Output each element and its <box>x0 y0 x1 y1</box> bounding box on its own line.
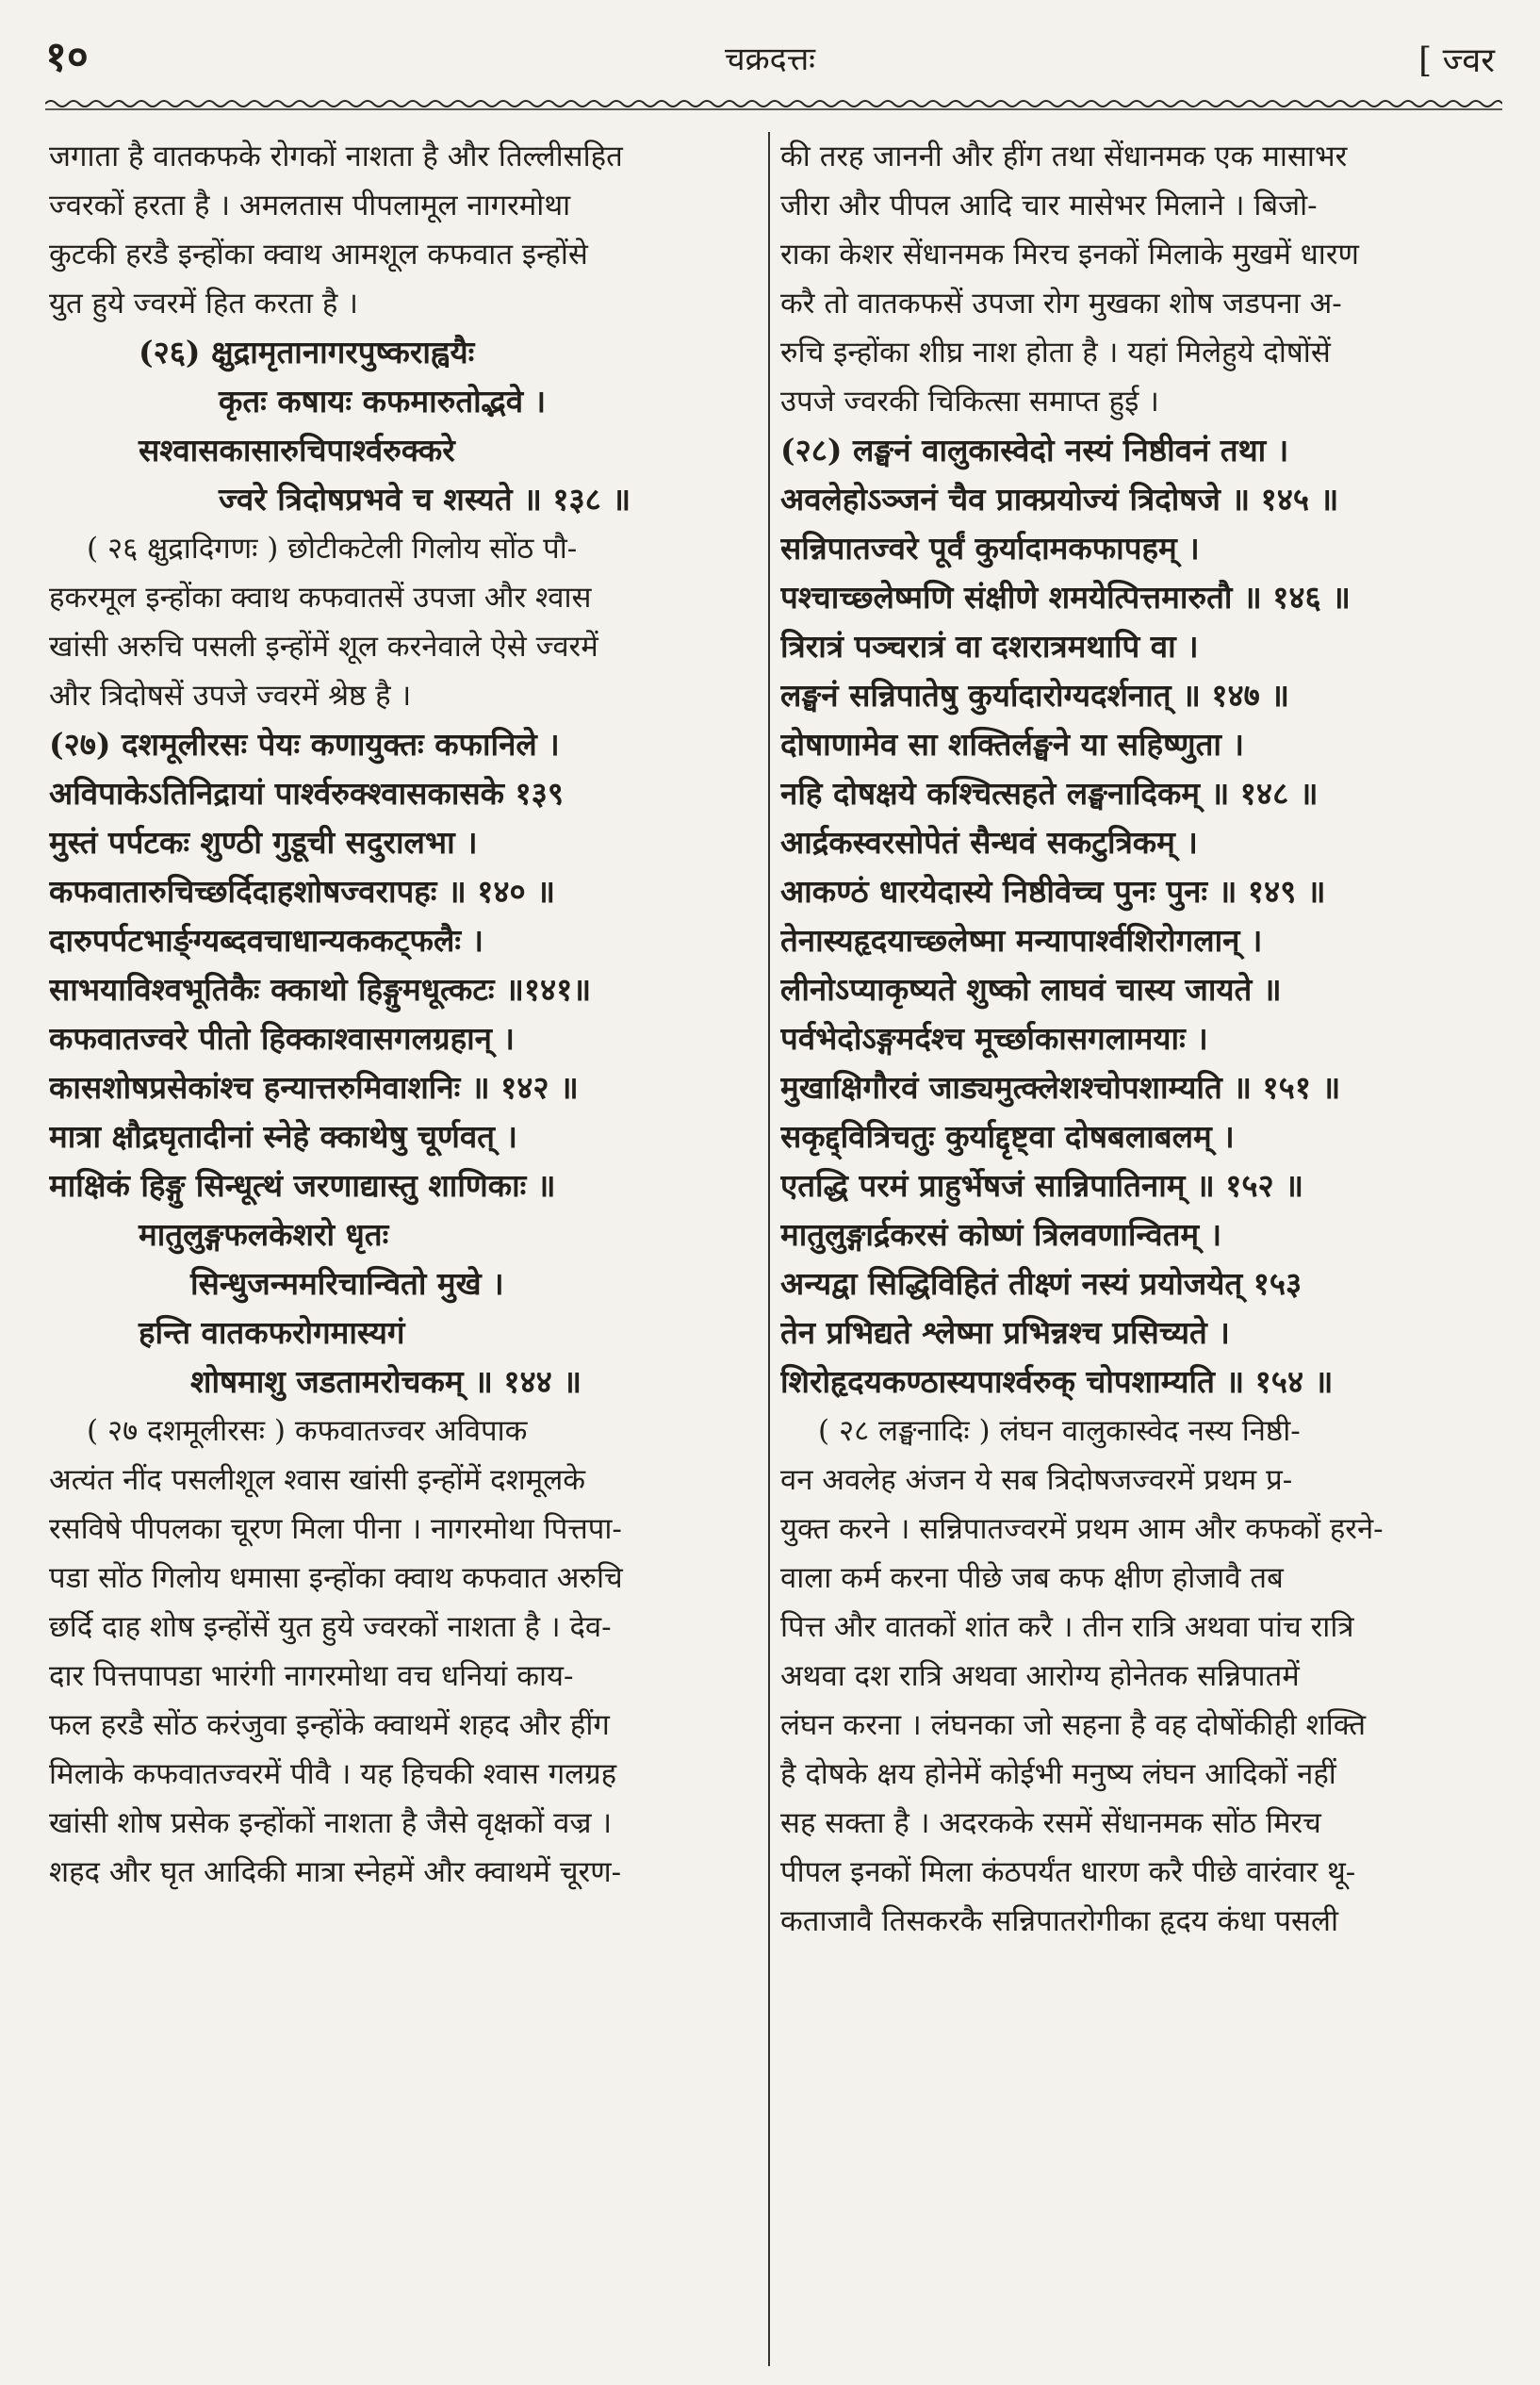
prose-line: ( २७ दशमूलीरसः ) कफवातज्वर अविपाक <box>87 1414 528 1448</box>
prose-line: युत हुये ज्वरमें हित करता है । <box>49 287 358 321</box>
prose-line: वन अवलेह अंजन ये सब त्रिदोषजज्वरमें प्रथम प्र- <box>780 1463 1293 1497</box>
verse-line: एतद्धि परमं प्राहुर्भेषजं सान्निपातिनाम् ॥ १५२ ॥ <box>780 1167 1303 1204</box>
verse-line: मातुलुङ्गार्द्रकरसं कोष्णं त्रिलवणान्वितम् । <box>780 1216 1222 1253</box>
verse-line: (२६) क्षुद्रामृतानागरपुष्कराह्वयैः <box>139 334 475 370</box>
verse-line: साभयाविश्वभूतिकैः क्काथो हिङ्गुमधूत्कटः ॥१४१॥ <box>49 971 592 1008</box>
prose-line: शहद और घृत आदिकी मात्रा स्नेहमें और क्वाथमें चूरण- <box>49 1855 622 1889</box>
right-column <box>780 132 1500 2366</box>
prose-line: करै तो वातकफसें उपजा रोग मुखका शोष जडपना अ- <box>780 287 1342 321</box>
verse-line: हन्ति वातकफरोगमास्यगं <box>139 1314 405 1351</box>
verse-line: पश्चाच्छ्लेष्मणि संक्षीणे शमयेत्पित्तमारुतौ ॥ १४६ ॥ <box>780 579 1351 616</box>
verse-line: सन्निपातज्वरे पूर्वं कुर्यादामकफापहम् । <box>780 530 1200 567</box>
prose-line: युक्त करने । सन्निपातज्वरमें प्रथम आम और कफकों हरने- <box>780 1512 1384 1546</box>
header-wavy-rule <box>45 96 1502 111</box>
prose-line: पित्त और वातकों शांत करै । तीन रात्रि अथवा पांच रात्रि <box>780 1610 1354 1644</box>
prose-line: अत्यंत नींद पसलीशूल श्वास खांसी इन्होंमें दशमूलके <box>49 1463 586 1497</box>
prose-line: राका केशर सेंधानमक मिरच इनकों मिलाके मुखमें धारण <box>780 238 1359 271</box>
page-header <box>38 26 1502 92</box>
verse-line: लीनोऽप्याकृष्यते शुष्को लाघवं चास्य जायते ॥ <box>780 971 1282 1008</box>
verse-line: कासशोषप्रसेकांश्च हन्यात्तरुमिवाशनिः ॥ १४२ ॥ <box>49 1069 579 1106</box>
verse-line: सिन्धुजन्ममरिचान्वितो मुखे । <box>190 1265 504 1302</box>
verse-line: शिरोहृदयकण्ठास्यपार्श्वरुक् चोपशाम्यति ॥ १५४ ॥ <box>780 1363 1334 1400</box>
prose-line: खांसी शोष प्रसेक इन्होंकों नाशता है जैसे वृक्षकों वज्र । <box>49 1806 613 1840</box>
prose-line: जीरा और पीपल आदि चार मासेभर मिलाने । बिजो- <box>780 189 1318 222</box>
page-number: १० <box>45 33 89 81</box>
verse-line: मातुलुङ्गफलकेशरो धृतः <box>139 1216 389 1253</box>
prose-line: वाला कर्म करना पीछे जब कफ क्षीण होजावै तब <box>780 1561 1284 1595</box>
verse-line: दोषाणामेव सा शक्तिर्लङ्घने या सहिष्णुता । <box>780 726 1244 763</box>
prose-line: और त्रिदोषसें उपजे ज्वरमें श्रेष्ठ है । <box>49 679 412 713</box>
prose-line: ( २८ लङ्घनादिः ) लंघन वालुकास्वेद नस्य निष्ठी- <box>818 1414 1301 1448</box>
verse-line: ज्वरे त्रिदोषप्रभवे च शस्यते ॥ १३८ ॥ <box>219 481 631 518</box>
prose-line: जगाता है वातकफके रोगकों नाशता है और तिल्लीसहित <box>49 140 623 173</box>
prose-line: मिलाके कफवातज्वरमें पीवै । यह हिचकी श्वास गलग्रह <box>49 1757 617 1791</box>
prose-line: लंघन करना । लंघनका जो सहना है वह दोषोंकीही शक्ति <box>780 1708 1367 1742</box>
prose-line: रसविषे पीपलका चूरण मिला पीना । नागरमोथा पित्तपा- <box>49 1512 622 1546</box>
prose-line: ज्वरकों हरता है । अमलतास पीपलामूल नागरमोथा <box>49 189 571 222</box>
running-title: चक्रदत्तः <box>724 41 816 78</box>
verse-line: अवलेहोऽञ्जनं चैव प्राक्प्रयोज्यं त्रिदोषजे ॥ १४५ ॥ <box>780 481 1339 518</box>
verse-line: पर्वभेदोऽङ्गमर्दश्च मूर्च्छाकासगलामयाः । <box>780 1020 1208 1057</box>
verse-line: मात्रा क्षौद्रघृतादीनां स्नेहे क्काथेषु चूर्णवत् । <box>49 1118 517 1155</box>
prose-line: छर्दि दाह शोष इन्होंसें युत हुये ज्वरकों नाशता है । देव- <box>49 1610 612 1644</box>
verse-line: कफवातारुचिच्छर्दिदाहशोषज्वरापहः ॥ १४० ॥ <box>49 873 555 910</box>
prose-line: उपजे ज्वरकी चिकित्सा समाप्त हुई । <box>780 385 1159 419</box>
prose-line: खांसी अरुचि पसली इन्होंमें शूल करनेवाले ऐसे ज्वरमें <box>49 630 598 664</box>
prose-line: अथवा दश रात्रि अथवा आरोग्य होनेतक सन्निपातमें <box>780 1659 1300 1693</box>
prose-line: पीपल इनकों मिला कंठपर्यंत धारण करै पीछे वारंवार थू- <box>780 1855 1356 1889</box>
verse-line: मुखाक्षिगौरवं जाड्यमुत्क्लेशश्चोपशाम्यति ॥ १५१ ॥ <box>780 1069 1341 1106</box>
prose-line: सह सक्ता है । अदरकके रसमें सेंधानमक सोंठ मिरच <box>780 1806 1321 1840</box>
prose-line: दार पित्तपापडा भारंगी नागरमोथा वच धनियां काय- <box>49 1659 574 1693</box>
verse-line: अन्यद्वा सिद्धिविहितं तीक्ष्णं नस्यं प्रयोजयेत् १५३ <box>780 1265 1302 1302</box>
column-divider <box>768 132 770 2366</box>
prose-line: है दोषके क्षय होनेमें कोईभी मनुष्य लंघन आदिकों नहीं <box>780 1757 1336 1791</box>
verse-line: आर्द्रकस्वरसोपेतं सैन्धवं सकटुत्रिकम् । <box>780 824 1198 861</box>
prose-line: कुटकी हरडै इन्होंका क्वाथ आमशूल कफवात इन्होंसे <box>49 238 588 271</box>
prose-line: कताजावै तिसकरकै सन्निपातरोगीका हृदय कंधा पसली <box>780 1904 1338 1938</box>
verse-line: माक्षिकं हिङ्गु सिन्धूत्थं जरणाद्यास्तु शाणिकाः ॥ <box>49 1167 556 1204</box>
prose-line: पडा सोंठ गिलोय धमासा इन्होंका क्वाथ कफवात अरुचि <box>49 1561 623 1595</box>
prose-line: ( २६ क्षुद्रादिगणः ) छोटीकटेली गिलोय सोंठ पौ- <box>87 532 578 566</box>
verse-line: अविपाकेऽतिनिद्रायां पार्श्वरुक्श्वासकासके १३९ <box>49 775 564 812</box>
prose-line: की तरह जाननी और हींग तथा सेंधानमक एक मासाभर <box>780 140 1348 173</box>
verse-line: मुस्तं पर्पटकः शुण्ठी गुडूची सदुरालभा । <box>49 824 478 861</box>
verse-line: कफवातज्वरे पीतो हिक्काश्वासगलग्रहान् । <box>49 1020 515 1057</box>
verse-line: त्रिरात्रं पञ्चरात्रं वा दशरात्रमथापि वा । <box>780 628 1199 665</box>
prose-line: फल हरडै सोंठ करंजुवा इन्होंके क्वाथमें शहद और हींग <box>49 1708 610 1742</box>
prose-line: रुचि इन्होंका शीघ्र नाश होता है । यहां मिलेहुये दोषोंसें <box>780 336 1331 370</box>
verse-line: सकृद्द्वित्रिचतुः कुर्याद्दृष्ट्वा दोषबलाबलम् । <box>780 1118 1235 1155</box>
prose-line: हकरमूल इन्होंका क्वाथ कफवातसें उपजा और श्वास <box>49 581 592 615</box>
verse-line: सश्वासकासारुचिपार्श्वरुक्करे <box>139 432 455 469</box>
section-label: [ ज्वर <box>1418 41 1495 80</box>
verse-line: (२८) लङ्घनं वालुकास्वेदो नस्यं निष्ठीवनं तथा । <box>780 432 1289 469</box>
verse-line: तेनास्यहृदयाच्छ्लेष्मा मन्यापार्श्वशिरोगलान् । <box>780 922 1263 959</box>
verse-line: तेन प्रभिद्यते श्लेष्मा प्रभिन्नश्च प्रसिच्यते । <box>780 1314 1230 1351</box>
left-column <box>49 132 765 2366</box>
verse-line: आकण्ठं धारयेदास्ये निष्ठीवेच्च पुनः पुनः ॥ १४९ ॥ <box>780 873 1326 910</box>
verse-line: दारुपर्पटभार्ङ्ग्यब्दवचाधान्यककट्फलैः । <box>49 922 483 959</box>
verse-line: शोषमाशु जडतामरोचकम् ॥ १४४ ॥ <box>190 1363 582 1400</box>
verse-line: कृतः कषायः कफमारुतोद्भवे । <box>219 383 547 419</box>
verse-line: नहि दोषक्षये कश्चित्सहते लङ्घनादिकम् ॥ १४८ ॥ <box>780 775 1319 812</box>
verse-line: लङ्घनं सन्निपातेषु कुर्यादारोग्यदर्शनात् ॥ १४७ ॥ <box>780 677 1290 714</box>
verse-line: (२७) दशमूलीरसः पेयः कणायुक्तः कफानिले । <box>49 726 560 763</box>
